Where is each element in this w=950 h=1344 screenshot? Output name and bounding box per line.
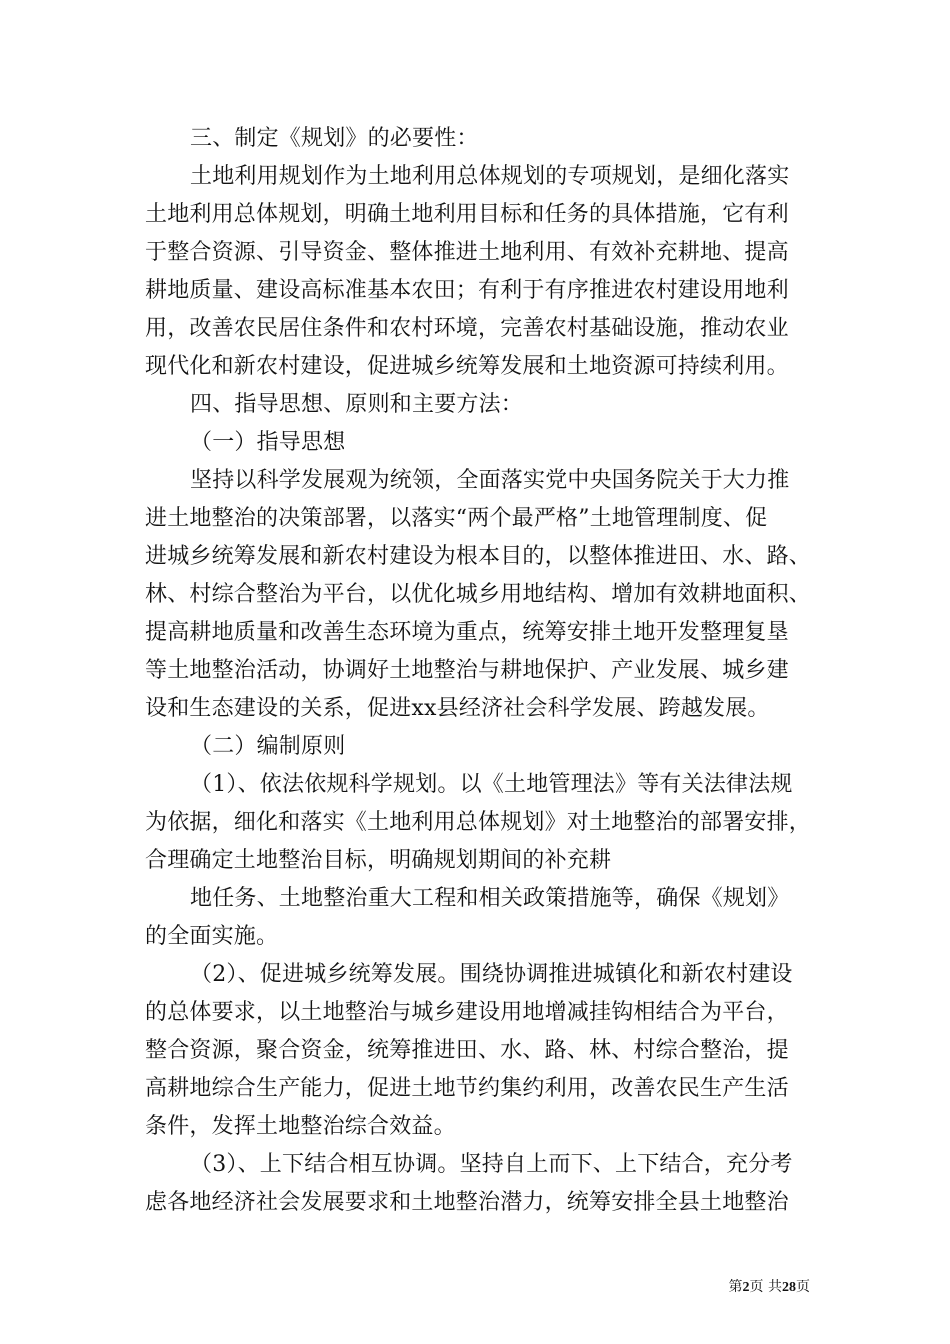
subsection-heading-1: （一）指导思想 xyxy=(190,430,346,455)
footer-middle: 页 共 xyxy=(749,1279,782,1295)
section-heading-4: 四、指导思想、原则和主要方法： xyxy=(190,392,524,417)
paragraph-line: （2）、促进城乡统筹发展。围绕协调推进城镇化和新农村建设 xyxy=(190,962,793,987)
footer-total-pages: 28 xyxy=(782,1280,796,1295)
page-footer xyxy=(729,1278,810,1297)
paragraph-line: 现代化和新农村建设，促进城乡统筹发展和土地资源可持续利用。 xyxy=(145,354,789,379)
paragraph-line: 等土地整治活动，协调好土地整治与耕地保护、产业发展、城乡建 xyxy=(145,658,789,683)
paragraph-line: 整合资源，聚合资金，统筹推进田、水、路、林、村综合整治，提 xyxy=(145,1038,789,1063)
paragraph-line: 于整合资源、引导资金、整体推进土地利用、有效补充耕地、提高 xyxy=(145,240,789,265)
paragraph-line: 高耕地综合生产能力，促进土地节约集约利用，改善农民生产生活 xyxy=(145,1076,789,1101)
paragraph-line: 设和生态建设的关系，促进xx县经济社会科学发展、跨越发展。 xyxy=(145,696,770,721)
subsection-heading-2: （二）编制原则 xyxy=(190,734,346,759)
document-body xyxy=(145,120,810,1222)
paragraph-line: 用，改善农民居住条件和农村环境，完善农村基础设施，推动农业 xyxy=(145,316,789,341)
paragraph-line: 条件，发挥土地整治综合效益。 xyxy=(145,1114,456,1139)
paragraph-line: 的全面实施。 xyxy=(145,924,279,949)
paragraph-line: 进城乡统筹发展和新农村建设为根本目的，以整体推进田、水、路、 xyxy=(145,544,812,569)
paragraph-line: 地任务、土地整治重大工程和相关政策措施等，确保《规划》 xyxy=(190,886,790,911)
paragraph-line: （3）、上下结合相互协调。坚持自上而下、上下结合，充分考 xyxy=(190,1152,793,1177)
footer-suffix: 页 xyxy=(796,1279,810,1295)
paragraph-line: 的总体要求，以土地整治与城乡建设用地增减挂钩相结合为平台， xyxy=(145,1000,789,1025)
footer-page-number: 2 xyxy=(742,1280,750,1295)
paragraph-line: （1）、依法依规科学规划。以《土地管理法》等有关法律法规 xyxy=(190,772,793,797)
paragraph-line: 林、村综合整治为平台，以优化城乡用地结构、增加有效耕地面积、 xyxy=(145,582,812,607)
paragraph-line: 土地利用总体规划，明确土地利用目标和任务的具体措施，它有利 xyxy=(145,202,789,227)
paragraph-line: 合理确定土地整治目标，明确规划期间的补充耕 xyxy=(145,848,612,873)
paragraph-line: 土地利用规划作为土地利用总体规划的专项规划，是细化落实 xyxy=(190,164,790,189)
paragraph-line: 坚持以科学发展观为统领，全面落实党中央国务院关于大力推 xyxy=(190,468,790,493)
paragraph-line: 耕地质量、建设高标准基本农田；有利于有序推进农村建设用地利 xyxy=(145,278,789,303)
section-heading-3: 三、制定《规划》的必要性： xyxy=(190,126,479,151)
paragraph-line: 提高耕地质量和改善生态环境为重点，统筹安排土地开发整理复垦 xyxy=(145,620,789,645)
paragraph-line: 进土地整治的决策部署，以落实“两个最严格”土地管理制度、促 xyxy=(145,506,768,531)
paragraph-line: 虑各地经济社会发展要求和土地整治潜力，统筹安排全县土地整治 xyxy=(145,1190,789,1215)
paragraph-line: 为依据，细化和落实《土地利用总体规划》对土地整治的部署安排， xyxy=(145,810,812,835)
footer-prefix: 第 xyxy=(728,1279,743,1295)
